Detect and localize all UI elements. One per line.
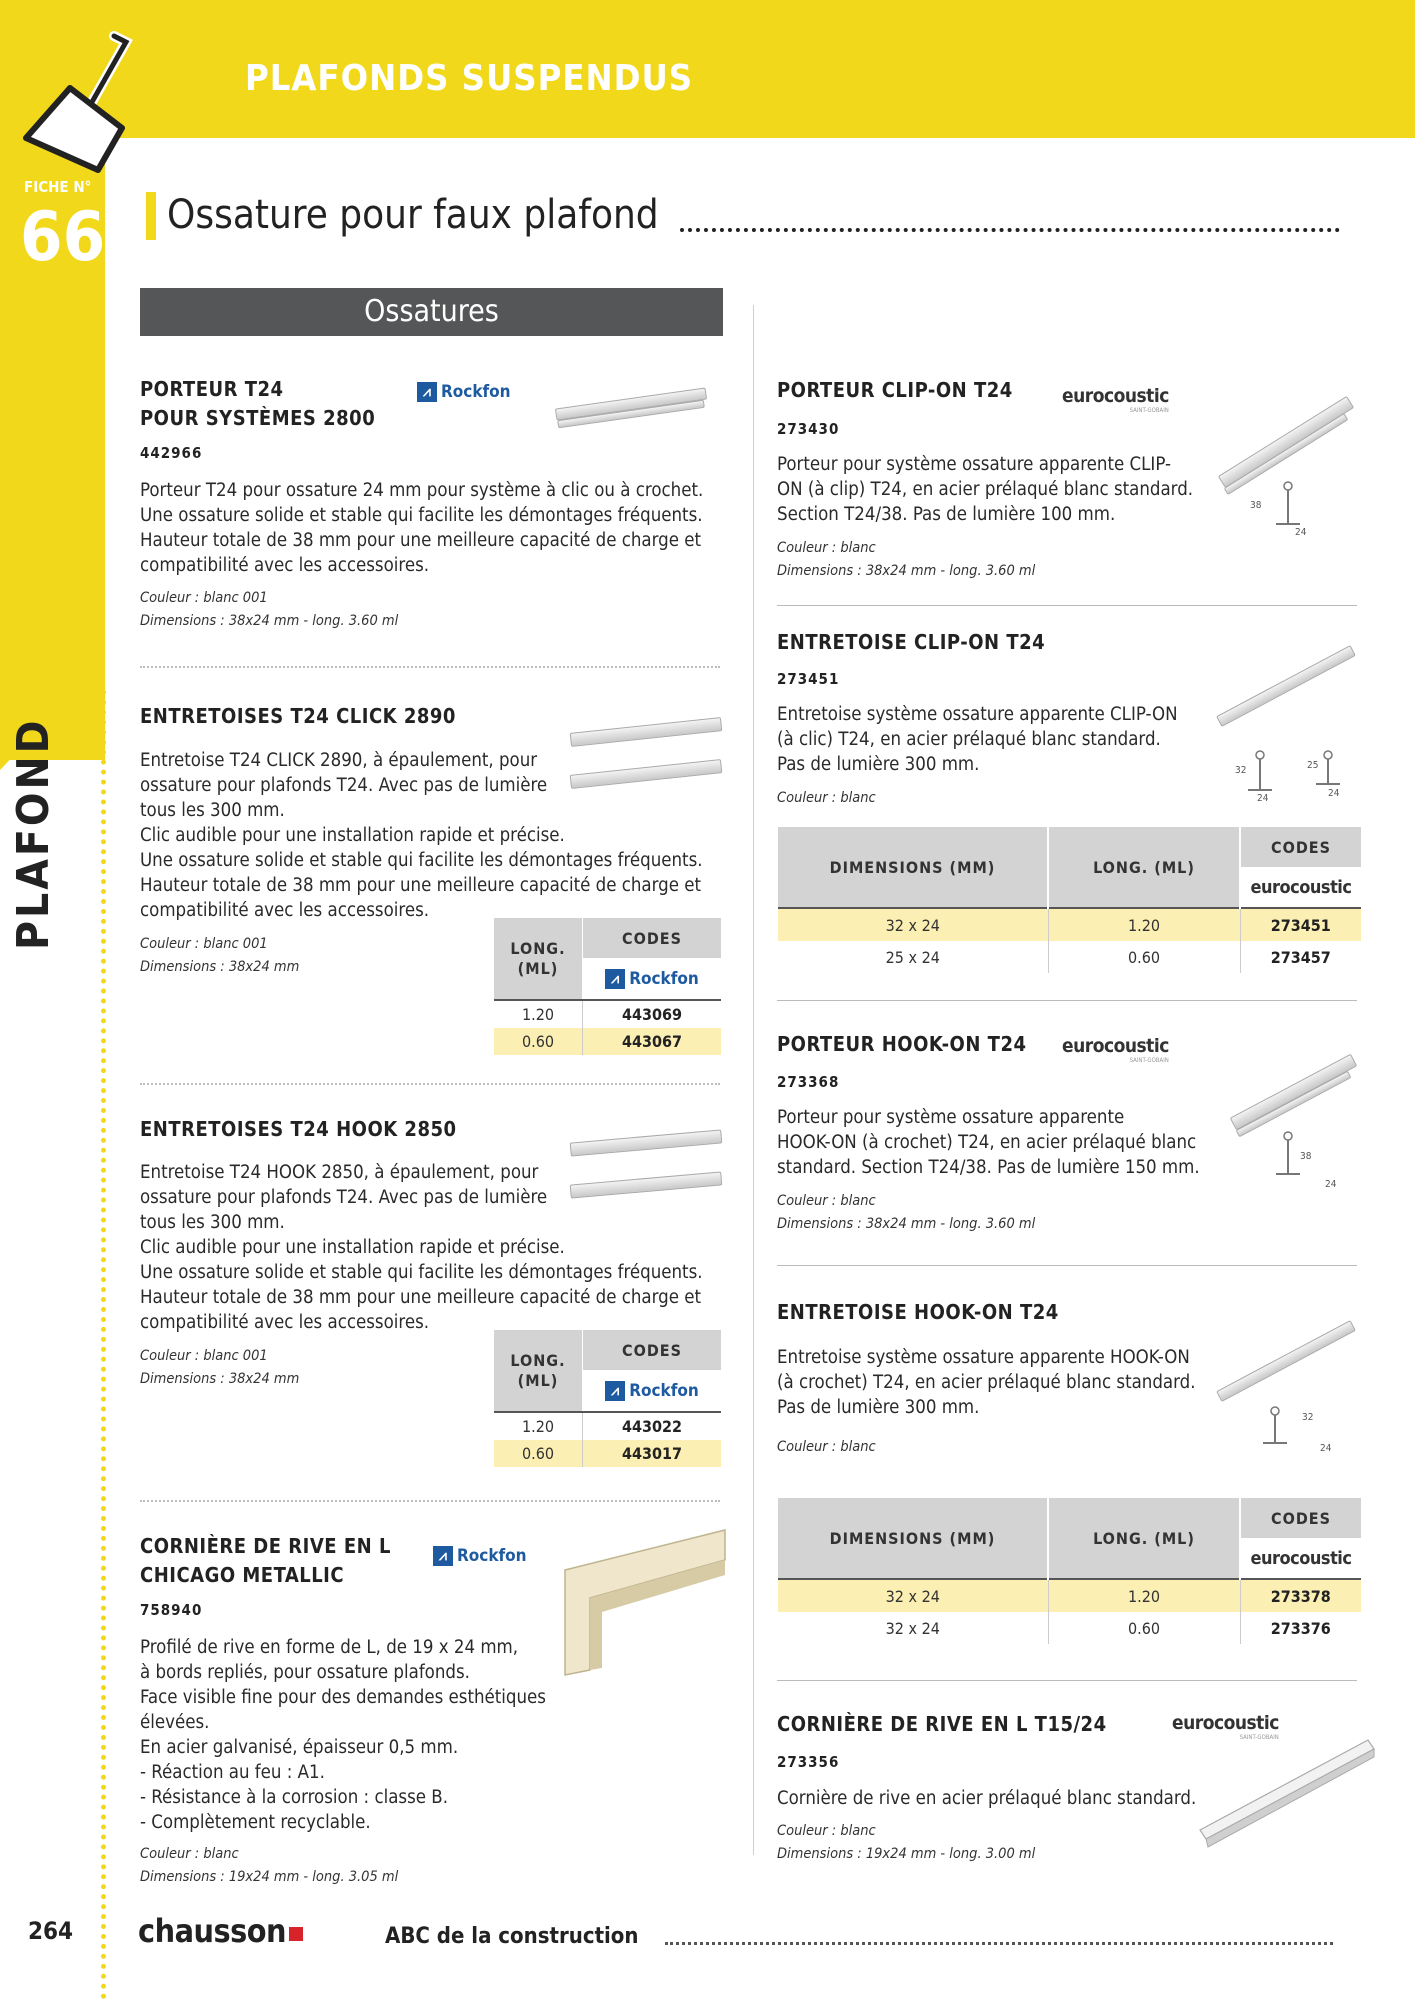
product-meta: Couleur : blanc Dimensions : 19x24 mm - long. 3.00 ml [777,1823,1036,1862]
separator [777,1265,1357,1266]
product-description: Entretoise système ossature apparente HOOK-ON (à crochet) T24, en acier prélaqué blanc standard. Pas de lumière 300 mm. [777,1347,1196,1418]
product-title: PORTEUR HOOK-ON T24 [777,1032,1027,1056]
separator [777,605,1357,606]
cell-code: 443017 [621,1444,683,1463]
col-header-codes: CODES [1240,827,1361,867]
separator [140,1083,720,1085]
eurocoustic-logo: eurocoustic SAINT-GOBAIN [1062,385,1169,414]
col-header-long: LONG. (ML) [1048,827,1240,908]
product-image-crossbar [1210,1300,1360,1460]
product-title: ENTRETOISES T24 HOOK 2850 [140,1117,457,1141]
product-title: CORNIÈRE DE RIVE EN L CHICAGO METALLIC [140,1534,391,1587]
product-description: Entretoise T24 HOOK 2850, à épaulement, pour ossature pour plafonds T24. Avec pas de lumière tous les 300 mm. Clic audible pour une installation rapide et précise. Une ossature solide et stable qui facilite les démontages fréquents. Hauteur totale de 38 mm pour une meilleure capacité de charge et compatibilité avec les accessoires. [140,1162,703,1333]
product-description: Entretoise système ossature apparente CLIP-ON (à clic) T24, en acier prélaqué blanc standard. Pas de lumière 300 mm. [777,704,1178,775]
diagram-label: 38 [1250,500,1262,511]
rockfon-logo: ⩘ Rockfon [433,1546,527,1566]
header-title: PLAFONDS SUSPENDUS [245,58,694,99]
product-meta: Couleur : blanc 001 Dimensions : 38x24 mm - long. 3.60 ml [140,590,399,629]
eurocoustic-logo: eurocoustic SAINT-GOBAIN [1062,1035,1169,1064]
cell-dimensions: 32 x 24 [778,1612,1048,1644]
column-divider [753,305,754,1855]
product-description: Porteur T24 pour ossature 24 mm pour système à clic ou à crochet. Une ossature solide et stable qui facilite les démontages fréquents. Hauteur totale de 38 mm pour une meilleure capacité de charge et compatibilité avec les accessoires. [140,480,704,576]
codes-table [778,1498,1361,1644]
cell-long: 1.20 [494,1000,583,1028]
angle-profile-image [560,1520,730,1680]
product-title: ENTRETOISES T24 CLICK 2890 [140,704,456,728]
diagram-label: 38 [1300,1151,1312,1162]
diagram-label: 24 [1325,1179,1337,1190]
product-image-crossbar [1210,625,1360,805]
codes-brand-cell: eurocoustic [1250,1547,1352,1569]
col-header-dimensions: DIMENSIONS (MM) [778,1498,1048,1579]
diagram-label: 24 [1257,793,1269,804]
cell-code: 273451 [1270,915,1331,935]
col-header-codes: CODES [1240,1498,1361,1538]
header-bar [0,0,1415,138]
product-title: PORTEUR CLIP-ON T24 [777,378,1013,402]
page-title: Ossature pour faux plafond [167,192,659,238]
product-meta: Couleur : blanc Dimensions : 38x24 mm - long. 3.60 ml [777,1193,1036,1232]
product-meta: Couleur : blanc [777,790,876,806]
product-meta: Couleur : blanc 001 Dimensions : 38x24 mm [140,936,300,975]
cell-code: 443022 [621,1417,683,1436]
separator [140,666,720,668]
cell-dimensions: 25 x 24 [778,941,1048,973]
codes-table [494,1330,721,1467]
product-description: Porteur pour système ossature apparente HOOK-ON (à crochet) T24, en acier prélaqué blanc standard. Section T24/38. Pas de lumière 150 mm. [777,1107,1200,1178]
eurocoustic-logo: eurocoustic SAINT-GOBAIN [1172,1712,1279,1741]
diagram-label: 32 [1302,1412,1314,1423]
product-title: ENTRETOISE CLIP-ON T24 [777,630,1046,654]
product-description: Porteur pour système ossature apparente CLIP- ON (à clip) T24, en acier prélaqué blanc standard. Section T24/38. Pas de lumière 100 mm. [777,454,1194,525]
codes-brand-cell: eurocoustic [1250,876,1352,898]
product-ref: 273430 [777,420,840,438]
sidebar-dotted-line [101,690,106,2000]
product-image-rail [1225,1040,1360,1200]
title-accent [146,192,156,240]
section-diagram-icon [1245,1405,1305,1455]
product-title: PORTEUR T24 POUR SYSTÈMES 2800 [140,377,376,430]
product-description: Entretoise T24 CLICK 2890, à épaulement, pour ossature pour plafonds T24. Avec pas de lumière tous les 300 mm. Clic audible pour une installation rapide et précise. Une ossature solide et stable qui facilite les démontages fréquents. Hauteur totale de 38 mm pour une meilleure capacité de charge et compatibilité avec les accessoires. [140,750,703,921]
diagram-label: 24 [1328,788,1340,799]
codes-table [778,827,1361,973]
codes-brand-cell: ⩘ Rockfon [583,1371,722,1413]
trowel-icon [18,28,138,178]
chausson-logo: chausson [138,1912,303,1950]
cell-long: 0.60 [1048,1612,1240,1644]
diagram-label: 32 [1235,765,1247,776]
angle-profile-image [1198,1735,1378,1855]
product-meta: Couleur : blanc Dimensions : 38x24 mm - long. 3.60 ml [777,540,1036,579]
col-header-codes: CODES [583,1330,722,1371]
section-heading: Ossatures [140,288,723,336]
product-ref: 273368 [777,1073,840,1091]
product-meta: Couleur : blanc 001 Dimensions : 38x24 mm [140,1348,300,1387]
cell-dimensions: 32 x 24 [778,908,1048,941]
col-header-dimensions: DIMENSIONS (MM) [778,827,1048,908]
rockfon-logo: ⩘ Rockfon [417,382,511,402]
product-description: Profilé de rive en forme de L, de 19 x 24 mm, à bords repliés, pour ossature plafonds. Face visible fine pour des demandes esthétiques élevées. En acier galvanisé, épaisseur 0,5 mm. - Réaction au feu : A1. - Résistance à la corrosion : classe B. - Complètement recyclable. [140,1637,546,1833]
diagram-label: 25 [1307,760,1319,771]
cell-long: 1.20 [1048,908,1240,941]
title-dotted-leader [680,228,1340,232]
cell-code: 273376 [1270,1618,1331,1638]
cell-code: 443069 [621,1005,683,1024]
page-number: 264 [28,1917,74,1945]
separator [777,1680,1357,1681]
col-header-long: LONG. (ML) [1048,1498,1240,1579]
cell-long: 1.20 [1048,1579,1240,1612]
cell-code: 443067 [621,1032,683,1051]
col-header-codes: CODES [583,918,722,959]
product-ref: 758940 [140,1601,203,1619]
fiche-number: 66 [20,198,106,277]
footer-dotted-line [665,1942,1333,1945]
product-title: ENTRETOISE HOOK-ON T24 [777,1300,1059,1324]
cell-long: 0.60 [494,1028,583,1055]
diagram-label: 24 [1295,527,1307,538]
footer-tagline: ABC de la construction [385,1924,639,1949]
cell-long: 0.60 [494,1440,583,1467]
cell-dimensions: 32 x 24 [778,1579,1048,1612]
diagram-label: 24 [1320,1443,1332,1454]
product-description: Cornière de rive en acier prélaqué blanc standard. [777,1788,1197,1809]
product-image-rail [555,380,705,430]
codes-brand-cell: ⩘ Rockfon [583,959,722,1001]
product-image-rail [1210,380,1360,540]
codes-table [494,918,721,1055]
col-header-long: LONG. (ML) [494,918,583,1000]
product-meta: Couleur : blanc [777,1439,876,1455]
separator [777,1000,1357,1001]
cell-code: 273378 [1270,1586,1331,1606]
cell-long: 0.60 [1048,941,1240,973]
col-header-long: LONG. (ML) [494,1330,583,1412]
product-ref: 273451 [777,670,840,688]
product-meta: Couleur : blanc Dimensions : 19x24 mm - long. 3.05 ml [140,1846,399,1885]
product-title: CORNIÈRE DE RIVE EN L T15/24 [777,1712,1107,1736]
separator [140,1500,720,1502]
product-ref: 273356 [777,1753,840,1771]
cell-long: 1.20 [494,1412,583,1440]
fiche-label: FICHE N° [24,178,92,196]
product-ref: 442966 [140,444,203,462]
side-category: PLAFOND [8,717,59,950]
cell-code: 273457 [1270,947,1331,967]
